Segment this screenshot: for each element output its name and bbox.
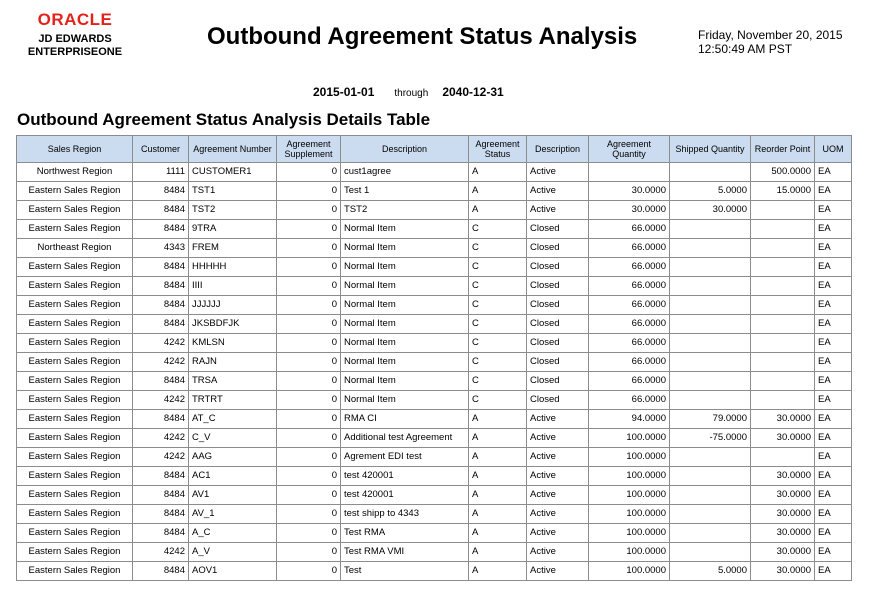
cell-agreement-number: C_V: [189, 429, 277, 448]
cell-agreement-number: TST2: [189, 201, 277, 220]
table-row: [17, 429, 852, 448]
cell-sales-region: Eastern Sales Region: [17, 296, 133, 315]
cell-agreement-supplement: 0: [277, 239, 341, 258]
cell-sales-region: Eastern Sales Region: [17, 505, 133, 524]
cell-agreement-supplement: 0: [277, 543, 341, 562]
cell-sales-region: Eastern Sales Region: [17, 448, 133, 467]
cell-reorder-point: [751, 372, 815, 391]
cell-reorder-point: [751, 277, 815, 296]
cell-status-description: Active: [527, 562, 589, 581]
cell-status-description: Active: [527, 448, 589, 467]
cell-agreement-number: AOV1: [189, 562, 277, 581]
cell-reorder-point: [751, 239, 815, 258]
date-range: [313, 85, 504, 101]
cell-reorder-point: [751, 296, 815, 315]
cell-customer: 8484: [133, 410, 189, 429]
cell-sales-region: Eastern Sales Region: [17, 201, 133, 220]
cell-description: Test: [341, 562, 469, 581]
cell-agreement-number: IIII: [189, 277, 277, 296]
cell-reorder-point: [751, 353, 815, 372]
table-row: [17, 239, 852, 258]
col-header-agreement-quantity: Agreement Quantity: [589, 136, 670, 163]
cell-reorder-point: 30.0000: [751, 524, 815, 543]
cell-agreement-supplement: 0: [277, 296, 341, 315]
cell-uom: EA: [815, 220, 852, 239]
cell-customer: 8484: [133, 467, 189, 486]
table-row: [17, 353, 852, 372]
table-row: [17, 524, 852, 543]
cell-sales-region: Eastern Sales Region: [17, 429, 133, 448]
cell-agreement-number: 9TRA: [189, 220, 277, 239]
table-row: [17, 315, 852, 334]
cell-status-description: Active: [527, 505, 589, 524]
cell-description: Normal Item: [341, 391, 469, 410]
cell-reorder-point: [751, 201, 815, 220]
cell-shipped-quantity: [670, 334, 751, 353]
cell-status-description: Active: [527, 429, 589, 448]
cell-description: RMA CI: [341, 410, 469, 429]
cell-shipped-quantity: [670, 220, 751, 239]
cell-agreement-number: TST1: [189, 182, 277, 201]
cell-agreement-quantity: 100.0000: [589, 467, 670, 486]
cell-sales-region: Eastern Sales Region: [17, 353, 133, 372]
cell-agreement-quantity: 100.0000: [589, 562, 670, 581]
cell-reorder-point: 30.0000: [751, 410, 815, 429]
cell-uom: EA: [815, 315, 852, 334]
cell-agreement-quantity: 66.0000: [589, 353, 670, 372]
cell-uom: EA: [815, 543, 852, 562]
cell-agreement-number: A_V: [189, 543, 277, 562]
cell-reorder-point: [751, 391, 815, 410]
details-table-title: Outbound Agreement Status Analysis Details Table: [17, 110, 431, 129]
cell-agreement-quantity: 100.0000: [589, 448, 670, 467]
table-row: [17, 334, 852, 353]
cell-uom: EA: [815, 258, 852, 277]
cell-agreement-supplement: 0: [277, 163, 341, 182]
cell-agreement-supplement: 0: [277, 410, 341, 429]
cell-status-description: Active: [527, 524, 589, 543]
cell-description: cust1agree: [341, 163, 469, 182]
cell-customer: 8484: [133, 182, 189, 201]
cell-description: Normal Item: [341, 372, 469, 391]
table-row: [17, 467, 852, 486]
cell-customer: 8484: [133, 296, 189, 315]
cell-agreement-supplement: 0: [277, 258, 341, 277]
cell-description: Normal Item: [341, 239, 469, 258]
cell-uom: EA: [815, 353, 852, 372]
cell-shipped-quantity: 5.0000: [670, 182, 751, 201]
col-header-agreement-status: Agreement Status: [469, 136, 527, 163]
cell-reorder-point: 15.0000: [751, 182, 815, 201]
cell-agreement-number: AV1: [189, 486, 277, 505]
cell-shipped-quantity: 30.0000: [670, 201, 751, 220]
col-header-status-description: Description: [527, 136, 589, 163]
cell-agreement-supplement: 0: [277, 182, 341, 201]
cell-agreement-quantity: 100.0000: [589, 524, 670, 543]
cell-customer: 4242: [133, 334, 189, 353]
col-header-shipped-quantity: Shipped Quantity: [670, 136, 751, 163]
cell-sales-region: Eastern Sales Region: [17, 562, 133, 581]
cell-agreement-supplement: 0: [277, 486, 341, 505]
to-date: 2040-12-31: [442, 85, 504, 99]
cell-agreement-quantity: 66.0000: [589, 334, 670, 353]
cell-shipped-quantity: [670, 239, 751, 258]
cell-description: Test RMA VMI: [341, 543, 469, 562]
cell-shipped-quantity: [670, 467, 751, 486]
cell-shipped-quantity: [670, 372, 751, 391]
table-row: [17, 163, 852, 182]
cell-customer: 8484: [133, 505, 189, 524]
cell-agreement-supplement: 0: [277, 315, 341, 334]
cell-agreement-number: AT_C: [189, 410, 277, 429]
cell-uom: EA: [815, 372, 852, 391]
cell-shipped-quantity: [670, 315, 751, 334]
cell-agreement-status: A: [469, 163, 527, 182]
cell-status-description: Active: [527, 410, 589, 429]
logo-jd-edwards-text: JD EDWARDS: [38, 33, 112, 45]
cell-status-description: Active: [527, 486, 589, 505]
cell-reorder-point: [751, 220, 815, 239]
cell-shipped-quantity: 79.0000: [670, 410, 751, 429]
cell-status-description: Closed: [527, 353, 589, 372]
table-row: [17, 410, 852, 429]
cell-uom: EA: [815, 562, 852, 581]
cell-agreement-status: C: [469, 239, 527, 258]
cell-uom: EA: [815, 505, 852, 524]
cell-agreement-quantity: 94.0000: [589, 410, 670, 429]
cell-agreement-quantity: 66.0000: [589, 239, 670, 258]
col-header-sales-region: Sales Region: [17, 136, 133, 163]
cell-sales-region: Eastern Sales Region: [17, 277, 133, 296]
cell-uom: EA: [815, 429, 852, 448]
cell-agreement-number: FREM: [189, 239, 277, 258]
cell-agreement-number: A_C: [189, 524, 277, 543]
cell-status-description: Active: [527, 543, 589, 562]
cell-agreement-supplement: 0: [277, 334, 341, 353]
cell-description: test 420001: [341, 486, 469, 505]
cell-agreement-status: A: [469, 467, 527, 486]
cell-uom: EA: [815, 163, 852, 182]
cell-agreement-status: C: [469, 315, 527, 334]
cell-agreement-supplement: 0: [277, 372, 341, 391]
cell-uom: EA: [815, 239, 852, 258]
cell-description: Normal Item: [341, 220, 469, 239]
report-time: 12:50:49 AM PST: [698, 42, 793, 56]
cell-agreement-status: C: [469, 372, 527, 391]
cell-agreement-supplement: 0: [277, 524, 341, 543]
table-row: [17, 220, 852, 239]
cell-customer: 8484: [133, 258, 189, 277]
cell-sales-region: Eastern Sales Region: [17, 391, 133, 410]
cell-description: Normal Item: [341, 334, 469, 353]
details-table: [16, 135, 852, 581]
cell-customer: 8484: [133, 524, 189, 543]
cell-customer: 8484: [133, 372, 189, 391]
cell-agreement-quantity: 66.0000: [589, 277, 670, 296]
table-row: [17, 182, 852, 201]
cell-description: Agrement EDI test: [341, 448, 469, 467]
cell-description: Normal Item: [341, 315, 469, 334]
cell-sales-region: Eastern Sales Region: [17, 524, 133, 543]
cell-status-description: Closed: [527, 277, 589, 296]
cell-agreement-supplement: 0: [277, 353, 341, 372]
cell-sales-region: Eastern Sales Region: [17, 220, 133, 239]
cell-agreement-quantity: 66.0000: [589, 296, 670, 315]
cell-agreement-quantity: 66.0000: [589, 258, 670, 277]
logo-enterpriseone-text: ENTERPRISEONE: [27, 46, 123, 58]
cell-agreement-quantity: 66.0000: [589, 391, 670, 410]
cell-shipped-quantity: [670, 505, 751, 524]
cell-status-description: Active: [527, 182, 589, 201]
cell-agreement-status: A: [469, 524, 527, 543]
cell-agreement-quantity: 100.0000: [589, 505, 670, 524]
cell-shipped-quantity: [670, 277, 751, 296]
table-row: [17, 391, 852, 410]
cell-status-description: Active: [527, 201, 589, 220]
cell-agreement-quantity: 66.0000: [589, 220, 670, 239]
cell-status-description: Closed: [527, 372, 589, 391]
report-title: Outbound Agreement Status Analysis: [207, 23, 638, 50]
cell-agreement-quantity: 30.0000: [589, 182, 670, 201]
cell-agreement-quantity: 100.0000: [589, 486, 670, 505]
cell-agreement-supplement: 0: [277, 429, 341, 448]
cell-sales-region: Eastern Sales Region: [17, 258, 133, 277]
cell-sales-region: Eastern Sales Region: [17, 182, 133, 201]
table-row: [17, 505, 852, 524]
cell-status-description: Closed: [527, 296, 589, 315]
cell-agreement-status: C: [469, 258, 527, 277]
cell-status-description: Active: [527, 467, 589, 486]
cell-agreement-quantity: 100.0000: [589, 429, 670, 448]
cell-agreement-status: A: [469, 486, 527, 505]
table-row: [17, 543, 852, 562]
cell-customer: 8484: [133, 220, 189, 239]
table-row: [17, 372, 852, 391]
cell-sales-region: Eastern Sales Region: [17, 334, 133, 353]
cell-agreement-supplement: 0: [277, 467, 341, 486]
cell-shipped-quantity: 5.0000: [670, 562, 751, 581]
logo-oracle-text: ORACLE: [37, 10, 113, 29]
table-row: [17, 201, 852, 220]
cell-customer: 8484: [133, 486, 189, 505]
cell-agreement-number: TRSA: [189, 372, 277, 391]
cell-reorder-point: [751, 334, 815, 353]
col-header-customer: Customer: [133, 136, 189, 163]
cell-uom: EA: [815, 486, 852, 505]
cell-agreement-number: JKSBDFJK: [189, 315, 277, 334]
cell-agreement-number: AV_1: [189, 505, 277, 524]
cell-customer: 4242: [133, 448, 189, 467]
cell-description: TST2: [341, 201, 469, 220]
cell-status-description: Closed: [527, 334, 589, 353]
cell-agreement-number: AAG: [189, 448, 277, 467]
cell-uom: EA: [815, 296, 852, 315]
cell-customer: 8484: [133, 562, 189, 581]
cell-agreement-status: A: [469, 505, 527, 524]
cell-agreement-number: HHHHH: [189, 258, 277, 277]
cell-sales-region: Eastern Sales Region: [17, 410, 133, 429]
oracle-jde-logo: [20, 10, 130, 59]
cell-shipped-quantity: [670, 486, 751, 505]
cell-customer: 4242: [133, 353, 189, 372]
cell-sales-region: Eastern Sales Region: [17, 315, 133, 334]
cell-agreement-number: RAJN: [189, 353, 277, 372]
cell-customer: 4242: [133, 429, 189, 448]
cell-shipped-quantity: [670, 524, 751, 543]
cell-sales-region: Eastern Sales Region: [17, 467, 133, 486]
report-date: Friday, November 20, 2015: [698, 28, 843, 42]
header-row: [17, 136, 852, 163]
cell-agreement-quantity: [589, 163, 670, 182]
cell-shipped-quantity: [670, 448, 751, 467]
cell-reorder-point: 30.0000: [751, 467, 815, 486]
cell-description: Normal Item: [341, 353, 469, 372]
cell-uom: EA: [815, 182, 852, 201]
table-row: [17, 448, 852, 467]
col-header-description: Description: [341, 136, 469, 163]
cell-agreement-supplement: 0: [277, 505, 341, 524]
through-label: through: [394, 88, 429, 99]
cell-uom: EA: [815, 410, 852, 429]
cell-status-description: Closed: [527, 239, 589, 258]
cell-reorder-point: [751, 315, 815, 334]
cell-agreement-quantity: 30.0000: [589, 201, 670, 220]
cell-customer: 8484: [133, 201, 189, 220]
cell-customer: 4242: [133, 543, 189, 562]
cell-shipped-quantity: [670, 296, 751, 315]
cell-agreement-status: A: [469, 410, 527, 429]
cell-agreement-supplement: 0: [277, 201, 341, 220]
cell-shipped-quantity: -75.0000: [670, 429, 751, 448]
cell-agreement-status: A: [469, 543, 527, 562]
cell-uom: EA: [815, 467, 852, 486]
cell-agreement-number: CUSTOMER1: [189, 163, 277, 182]
cell-description: Normal Item: [341, 258, 469, 277]
cell-description: Test 1: [341, 182, 469, 201]
cell-agreement-status: A: [469, 182, 527, 201]
cell-uom: EA: [815, 391, 852, 410]
cell-agreement-status: C: [469, 334, 527, 353]
cell-status-description: Closed: [527, 258, 589, 277]
cell-agreement-status: C: [469, 353, 527, 372]
cell-status-description: Active: [527, 163, 589, 182]
cell-agreement-supplement: 0: [277, 448, 341, 467]
cell-reorder-point: [751, 448, 815, 467]
cell-agreement-quantity: 100.0000: [589, 543, 670, 562]
report-datetime: [698, 28, 843, 56]
cell-uom: EA: [815, 448, 852, 467]
cell-status-description: Closed: [527, 315, 589, 334]
cell-status-description: Closed: [527, 220, 589, 239]
cell-customer: 8484: [133, 315, 189, 334]
cell-agreement-supplement: 0: [277, 391, 341, 410]
cell-agreement-status: A: [469, 429, 527, 448]
cell-status-description: Closed: [527, 391, 589, 410]
cell-description: Additional test Agreement: [341, 429, 469, 448]
cell-shipped-quantity: [670, 163, 751, 182]
cell-agreement-status: A: [469, 562, 527, 581]
table-row: [17, 296, 852, 315]
cell-description: Normal Item: [341, 277, 469, 296]
cell-uom: EA: [815, 201, 852, 220]
cell-customer: 1111: [133, 163, 189, 182]
cell-reorder-point: 30.0000: [751, 486, 815, 505]
cell-agreement-supplement: 0: [277, 562, 341, 581]
cell-description: test shipp to 4343: [341, 505, 469, 524]
cell-shipped-quantity: [670, 258, 751, 277]
cell-customer: 8484: [133, 277, 189, 296]
cell-agreement-number: AC1: [189, 467, 277, 486]
cell-description: Test RMA: [341, 524, 469, 543]
cell-description: test 420001: [341, 467, 469, 486]
cell-reorder-point: 30.0000: [751, 543, 815, 562]
cell-customer: 4343: [133, 239, 189, 258]
col-header-uom: UOM: [815, 136, 852, 163]
cell-sales-region: Northwest Region: [17, 163, 133, 182]
cell-agreement-number: KMLSN: [189, 334, 277, 353]
table-row: [17, 277, 852, 296]
cell-agreement-supplement: 0: [277, 220, 341, 239]
cell-agreement-status: C: [469, 277, 527, 296]
cell-reorder-point: 30.0000: [751, 562, 815, 581]
col-header-agreement-supplement: Agreement Supplement: [277, 136, 341, 163]
cell-sales-region: Eastern Sales Region: [17, 372, 133, 391]
cell-description: Normal Item: [341, 296, 469, 315]
cell-customer: 4242: [133, 391, 189, 410]
cell-agreement-supplement: 0: [277, 277, 341, 296]
col-header-reorder-point: Reorder Point: [751, 136, 815, 163]
table-row: [17, 562, 852, 581]
from-date: 2015-01-01: [313, 85, 375, 99]
cell-sales-region: Eastern Sales Region: [17, 486, 133, 505]
col-header-agreement-number: Agreement Number: [189, 136, 277, 163]
cell-agreement-number: TRTRT: [189, 391, 277, 410]
cell-uom: EA: [815, 277, 852, 296]
cell-agreement-quantity: 66.0000: [589, 372, 670, 391]
cell-shipped-quantity: [670, 391, 751, 410]
cell-sales-region: Eastern Sales Region: [17, 543, 133, 562]
cell-agreement-status: A: [469, 448, 527, 467]
cell-agreement-status: C: [469, 296, 527, 315]
cell-uom: EA: [815, 524, 852, 543]
cell-reorder-point: [751, 258, 815, 277]
cell-agreement-status: A: [469, 201, 527, 220]
cell-reorder-point: 30.0000: [751, 505, 815, 524]
cell-agreement-quantity: 66.0000: [589, 315, 670, 334]
cell-agreement-status: C: [469, 220, 527, 239]
cell-shipped-quantity: [670, 543, 751, 562]
cell-reorder-point: 30.0000: [751, 429, 815, 448]
table-row: [17, 486, 852, 505]
cell-agreement-number: JJJJJJ: [189, 296, 277, 315]
cell-agreement-status: C: [469, 391, 527, 410]
table-row: [17, 258, 852, 277]
cell-shipped-quantity: [670, 353, 751, 372]
cell-sales-region: Northeast Region: [17, 239, 133, 258]
cell-uom: EA: [815, 334, 852, 353]
cell-reorder-point: 500.0000: [751, 163, 815, 182]
